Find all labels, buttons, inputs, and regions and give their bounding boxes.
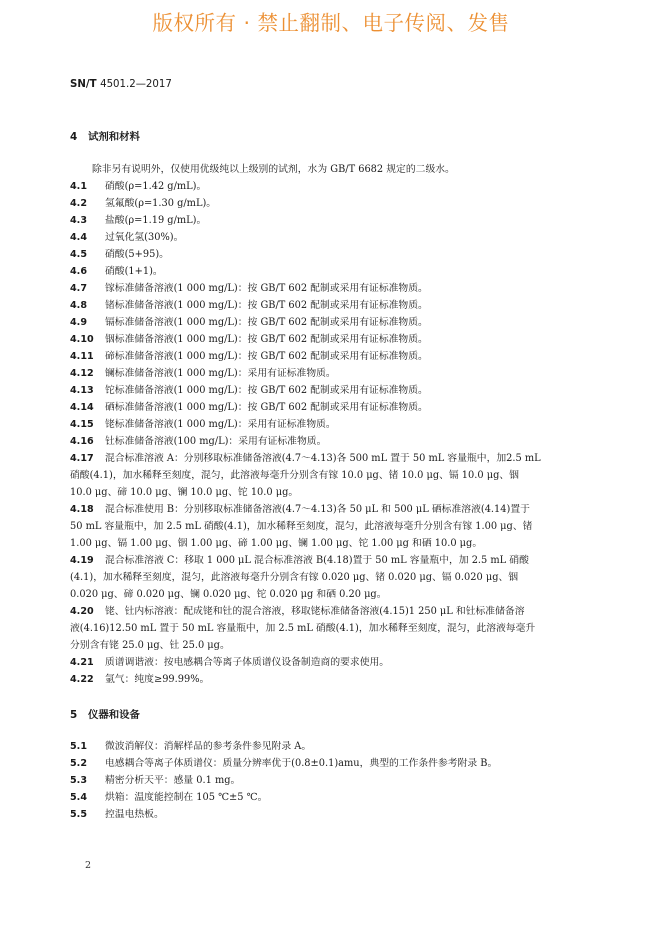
clause-text-continued <box>70 467 590 484</box>
clause-text <box>70 263 590 280</box>
clause-content: 分别含有铑 25.0 μg、钍 25.0 μg。 <box>70 640 230 651</box>
clause-content: 控温电热板。 <box>105 809 164 820</box>
clause-item <box>70 772 590 789</box>
watermark-text: 版权所有 · 禁止翻制、电子传阅、发售 <box>152 11 510 35</box>
clause-text <box>70 738 590 755</box>
clause-content: 铟标准储备溶液(1 000 mg/L)：按 GB/T 602 配制或采用有证标准物质。 <box>105 334 428 345</box>
clause-content: 铊标准储备溶液(1 000 mg/L)：按 GB/T 602 配制或采用有证标准物质。 <box>105 385 428 396</box>
clause-number: 4.10 <box>70 334 94 345</box>
clause-number: 5.1 <box>70 741 87 752</box>
page-number: 2 <box>85 860 92 871</box>
clause-item <box>70 212 590 229</box>
clause-content: 硝酸(5+95)。 <box>105 249 169 260</box>
clause-number: 4.4 <box>70 232 87 243</box>
clause-content: 碲标准储备溶液(1 000 mg/L)：按 GB/T 602 配制或采用有证标准物质。 <box>105 351 428 362</box>
clause-item <box>70 399 590 416</box>
clause-content: 钍标准储备溶液(100 mg/L)：采用有证标准物质。 <box>105 436 327 447</box>
clause-item <box>70 450 590 501</box>
clause-item <box>70 501 590 552</box>
clause-text <box>70 297 590 314</box>
standard-number: 4501.2—2017 <box>100 79 172 90</box>
clause-item <box>70 229 590 246</box>
clause-number: 4.20 <box>70 606 94 617</box>
clause-text <box>70 365 590 382</box>
clause-number: 4.7 <box>70 283 87 294</box>
clause-text-continued <box>70 569 590 586</box>
clause-text <box>70 772 590 789</box>
clause-content: 硒标准储备溶液(1 000 mg/L)：按 GB/T 602 配制或采用有证标准物质。 <box>105 402 428 413</box>
clause-content: 铑、钍内标溶液：配成铑和钍的混合溶液，移取铑标准储备溶液(4.15)1 250 μL 和钍标准储备溶 <box>105 606 525 617</box>
clause-text <box>70 450 590 467</box>
clause-content: 混合标准溶液 A：分别移取标准储备溶液(4.7～4.13)各 500 mL 置于 50 mL 容量瓶中，加2.5 mL <box>105 453 541 464</box>
clause-text <box>70 178 590 195</box>
clause-number: 5.5 <box>70 809 87 820</box>
clause-number: 4.11 <box>70 351 94 362</box>
standard-code <box>70 79 172 90</box>
clause-number: 5.4 <box>70 792 87 803</box>
clause-text <box>70 246 590 263</box>
clause-text <box>70 280 590 297</box>
clause-number: 4.21 <box>70 657 94 668</box>
clause-number: 4.15 <box>70 419 94 430</box>
clause-number: 4.16 <box>70 436 94 447</box>
clause-text <box>70 382 590 399</box>
clause-content: 混合标准使用 B：分别移取标准储备溶液(4.7～4.13)各 50 μL 和 500 μL 硒标准溶液(4.14)置于 <box>105 504 530 515</box>
section-5-heading <box>70 706 140 721</box>
clause-number: 4.2 <box>70 198 87 209</box>
clause-content: 微波消解仪：消解样品的参考条件参见附录 A。 <box>105 741 312 752</box>
clause-item <box>70 433 590 450</box>
clause-content: 50 mL 容量瓶中，加 2.5 mL 硝酸(4.1)，加水稀释至刻度，混匀，此溶液每毫升分别含有镓 1.00 μg、锗 <box>70 521 533 532</box>
clause-content: 0.020 μg、碲 0.020 μg、镧 0.020 μg、铊 0.020 μg 和硒 0.20 μg。 <box>70 589 387 600</box>
clause-content: 镧标准储备溶液(1 000 mg/L)：采用有证标准物质。 <box>105 368 336 379</box>
clause-number: 4.22 <box>70 674 94 685</box>
clause-item <box>70 789 590 806</box>
clause-number: 4.8 <box>70 300 87 311</box>
clause-content: 1.00 μg、镉 1.00 μg、铟 1.00 μg、碲 1.00 μg、镧 1.00 μg、铊 1.00 μg 和硒 10.0 μg。 <box>70 538 483 549</box>
clause-text <box>70 195 590 212</box>
clause-content: 盐酸(ρ=1.19 g/mL)。 <box>105 215 207 226</box>
intro-text: 除非另有说明外，仅使用优级纯以上级别的试剂，水为 GB/T 6682 规定的二级水。 <box>92 164 455 175</box>
clause-number: 4.12 <box>70 368 94 379</box>
clause-text <box>70 212 590 229</box>
clause-content: 精密分析天平：感量 0.1 mg。 <box>105 775 241 786</box>
clause-number: 4.6 <box>70 266 87 277</box>
section-title: 仪器和设备 <box>88 709 140 721</box>
clause-content: 氢氟酸(ρ=1.30 g/mL)。 <box>105 198 217 209</box>
clause-text-continued <box>70 637 590 654</box>
clause-content: 电感耦合等离子体质谱仪：质量分辨率优于(0.8±0.1)amu，典型的工作条件参考附录 B。 <box>105 758 498 769</box>
clause-number: 4.14 <box>70 402 94 413</box>
clause-item <box>70 382 590 399</box>
clause-number: 5.3 <box>70 775 87 786</box>
clause-text-continued <box>70 620 590 637</box>
clause-number: 4.1 <box>70 181 87 192</box>
clause-content: 硝酸(4.1)，加水稀释至刻度，混匀，此溶液每毫升分别含有镓 10.0 μg、锗 10.0 μg、镉 10.0 μg、铟 <box>70 470 519 481</box>
clause-item <box>70 314 590 331</box>
clause-text <box>70 348 590 365</box>
clause-text <box>70 603 590 620</box>
clause-text-continued <box>70 586 590 603</box>
clause-text <box>70 806 590 823</box>
clause-content: 氩气：纯度≥99.99%。 <box>105 674 210 685</box>
clause-item <box>70 738 590 755</box>
clause-content: 质谱调谐液：按电感耦合等离子体质谱仪设备制造商的要求使用。 <box>105 657 390 668</box>
clause-item <box>70 348 590 365</box>
clause-number: 4.19 <box>70 555 94 566</box>
clause-item <box>70 806 590 823</box>
section-number: 4 <box>70 131 78 143</box>
clause-text-continued <box>70 518 590 535</box>
clause-text-continued <box>70 484 590 501</box>
clause-text <box>70 314 590 331</box>
clause-number: 4.3 <box>70 215 87 226</box>
clause-text <box>70 671 590 688</box>
clause-item <box>70 755 590 772</box>
section-number: 5 <box>70 709 78 721</box>
clause-item <box>70 416 590 433</box>
clause-text <box>70 399 590 416</box>
clause-text <box>70 416 590 433</box>
clause-item <box>70 552 590 603</box>
clause-content: 镓标准储备溶液(1 000 mg/L)：按 GB/T 602 配制或采用有证标准物质。 <box>105 283 428 294</box>
clause-item <box>70 178 590 195</box>
clause-item <box>70 246 590 263</box>
clause-content: 铑标准储备溶液(1 000 mg/L)：采用有证标准物质。 <box>105 419 336 430</box>
clause-content: 硝酸(1+1)。 <box>105 266 163 277</box>
clause-item <box>70 365 590 382</box>
clause-text <box>70 501 590 518</box>
clause-text <box>70 229 590 246</box>
clause-item <box>70 671 590 688</box>
clause-item <box>70 263 590 280</box>
section-4-heading <box>70 128 140 143</box>
clause-content: 过氧化氢(30%)。 <box>105 232 184 243</box>
clause-item <box>70 331 590 348</box>
clause-number: 4.18 <box>70 504 94 515</box>
section-title: 试剂和材料 <box>88 131 140 143</box>
clause-number: 5.2 <box>70 758 87 769</box>
standard-prefix: SN/T <box>70 79 97 90</box>
clause-text <box>70 433 590 450</box>
clause-item <box>70 654 590 671</box>
clause-content: 锗标准储备溶液(1 000 mg/L)：按 GB/T 602 配制或采用有证标准物质。 <box>105 300 428 311</box>
clause-item <box>70 297 590 314</box>
clause-content: 液(4.16)12.50 mL 置于 50 mL 容量瓶中，加 2.5 mL 硝酸(4.1)，加水稀释至刻度，混匀，此溶液每毫升 <box>70 623 536 634</box>
clause-content: 镉标准储备溶液(1 000 mg/L)：按 GB/T 602 配制或采用有证标准物质。 <box>105 317 428 328</box>
clause-text <box>70 755 590 772</box>
section-4-intro <box>70 161 590 178</box>
clause-item <box>70 603 590 654</box>
clause-text-continued <box>70 535 590 552</box>
clause-text <box>70 789 590 806</box>
clause-item <box>70 195 590 212</box>
clause-content: 烘箱：温度能控制在 105 ℃±5 ℃。 <box>105 792 268 803</box>
clause-text <box>70 654 590 671</box>
clause-number: 4.5 <box>70 249 87 260</box>
clause-number: 4.9 <box>70 317 87 328</box>
clause-content: (4.1)，加水稀释至刻度，混匀，此溶液每毫升分别含有镓 0.020 μg、锗 0.020 μg、镉 0.020 μg、铟 <box>70 572 519 583</box>
clause-item <box>70 280 590 297</box>
clause-content: 硝酸(ρ=1.42 g/mL)。 <box>105 181 207 192</box>
clause-number: 4.13 <box>70 385 94 396</box>
clause-number: 4.17 <box>70 453 94 464</box>
clause-content: 10.0 μg、碲 10.0 μg、镧 10.0 μg、铊 10.0 μg。 <box>70 487 299 498</box>
clause-text <box>70 552 590 569</box>
clause-text <box>70 331 590 348</box>
clause-content: 混合标准溶液 C：移取 1 000 μL 混合标准溶液 B(4.18)置于 50 mL 容量瓶中，加 2.5 mL 硝酸 <box>105 555 529 566</box>
